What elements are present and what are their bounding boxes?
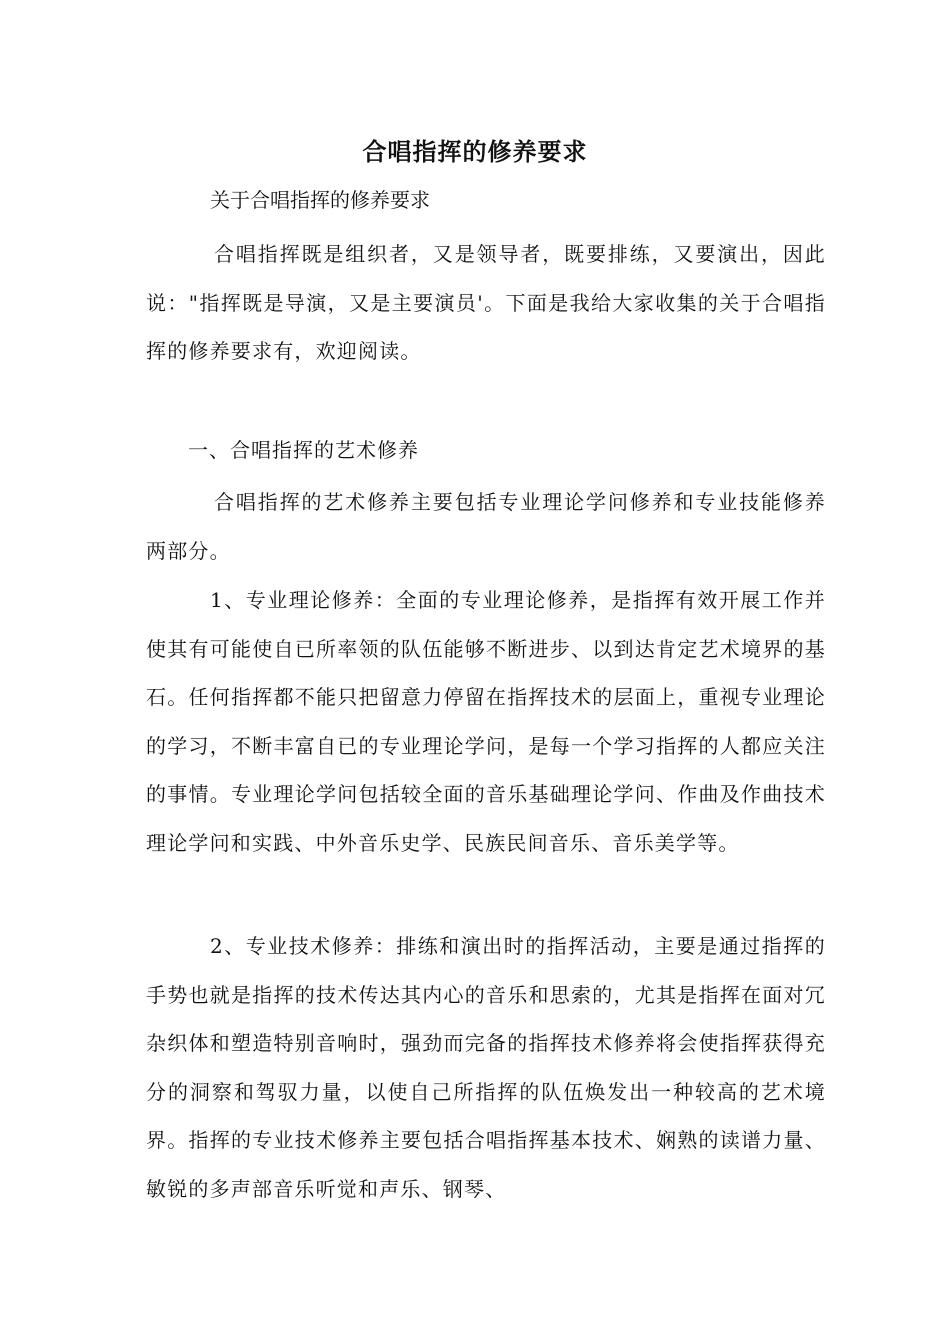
item-1-paragraph: 1、专业理论修养：全面的专业理论修养，是指挥有效开展工作并使其有可能使自已所率领的队伍能够不断进步、以到达肯定艺术境界的基石。任何指挥都不能只把留意力停留在指挥技术的层面上，重视专业理论的学习，不断丰富自已的专业理论学问，是每一个学习指挥的人都应关注的事情。专业理论学问包括较全面的音乐基础理论学问、作曲及作曲技术理论学问和实践、中外音乐史学、民族民间音乐、音乐美学等。 [146,588,826,855]
section-intro-paragraph: 合唱指挥的艺术修养主要包括专业理论学问修养和专业技能修养两部分。 [146,490,826,563]
intro-paragraph: 合唱指挥既是组织者，又是领导者，既要排练，又要演出，因此说："指挥既是导演，又是主要演员'。下面是我给大家收集的关于合唱指挥的修养要求有，欢迎阅读。 [146,242,826,363]
item-2-paragraph: 2、专业技术修养：排练和演出时的指挥活动，主要是通过指挥的手势也就是指挥的技术传达其内心的音乐和思索的，尤其是指挥在面对冗杂织体和塑造特别音响时，强劲而完备的指挥技术修养将会使指挥获得充分的洞察和驾驭力量，以使自己所指挥的队伍焕发出一种较高的艺术境界。指挥的专业技术修养主要包括合唱指挥基本技术、娴熟的读谱力量、敏锐的多声部音乐听觉和声乐、钢琴、 [146,934,826,1201]
section-heading: 一、合唱指挥的艺术修养 [188,438,419,462]
document-subtitle: 关于合唱指挥的修养要求 [210,188,430,212]
document-title: 合唱指挥的修养要求 [362,137,588,166]
